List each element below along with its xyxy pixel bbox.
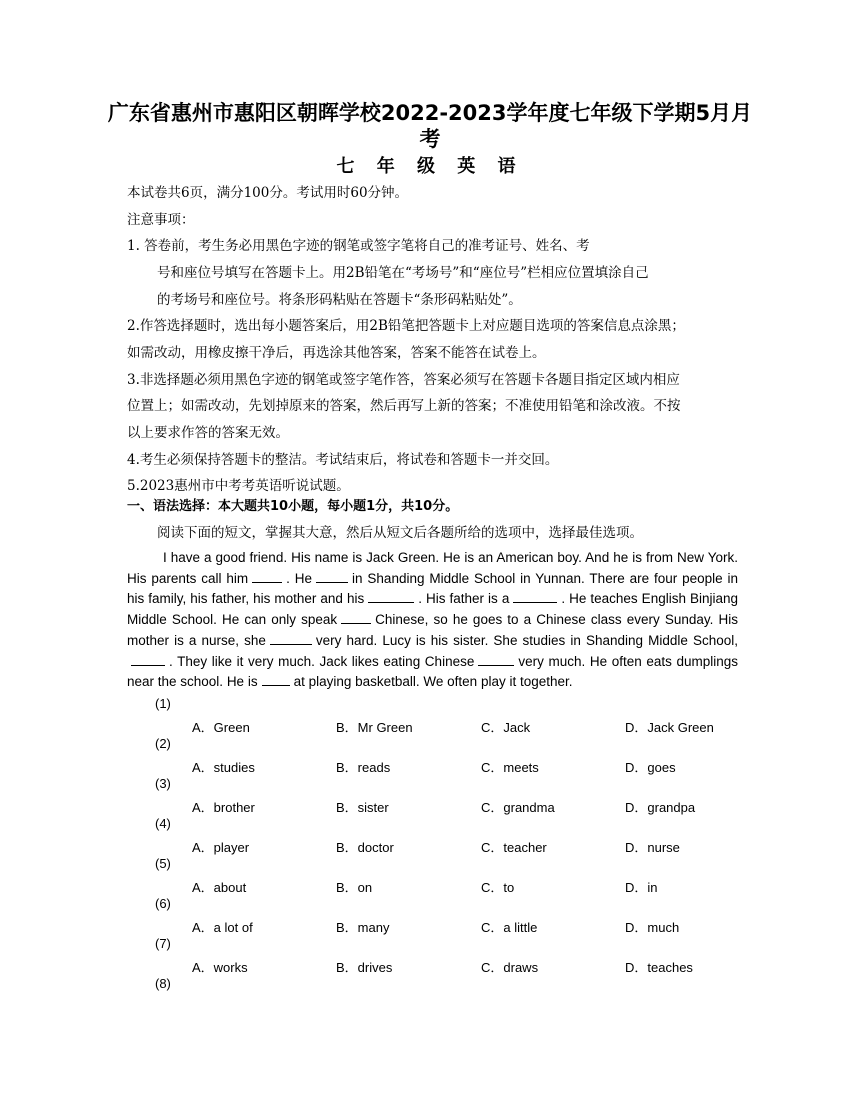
question-number: (5) <box>155 856 171 871</box>
option-d[interactable]: D．grandpa <box>625 800 696 815</box>
option-b[interactable]: B．on <box>336 880 373 895</box>
exam-subtitle: 七 年 级 英 语 <box>336 156 524 177</box>
option-c[interactable]: C．teacher <box>481 840 547 855</box>
option-b[interactable]: B．many <box>336 920 390 935</box>
passage-text: . His father is a <box>418 591 510 607</box>
answer-blank-5 <box>341 610 371 624</box>
option-b[interactable]: B．doctor <box>336 840 394 855</box>
answer-blank-9 <box>262 672 290 686</box>
passage-text: in Shanding Middle School in Yunnan. There are four people in his family, his father, his mother and his <box>127 570 738 607</box>
question-number: (2) <box>155 736 171 751</box>
passage-text: . He <box>286 570 313 586</box>
option-a[interactable]: A．player <box>192 840 250 855</box>
answer-blank-2 <box>316 569 348 583</box>
section-direction: 阅读下面的短文，掌握其大意，然后从短文后各题所给的选项中，选择最佳选项。 <box>157 525 643 541</box>
question-number: (6) <box>155 896 171 911</box>
option-a[interactable]: A．studies <box>192 760 255 775</box>
note-3-line-a: 3.非选择题必须用黑色字迹的钢笔或签字笔作答，答案必须写在答题卡各题目指定区域内相应 <box>127 372 680 388</box>
answer-blank-1 <box>252 569 282 583</box>
option-d[interactable]: D．Jack Green <box>625 720 714 735</box>
note-1-line-a: 1. 答卷前，考生务必用黑色字迹的钢笔或签字笔将自己的准考证号、姓名、考 <box>127 238 590 254</box>
option-d[interactable]: D．teaches <box>625 960 693 975</box>
question-number: (8) <box>155 976 171 991</box>
answer-blank-8 <box>478 652 514 666</box>
option-c[interactable]: C．draws <box>481 960 539 975</box>
option-a[interactable]: A．Green <box>192 720 250 735</box>
note-1-line-c: 的考场号和座位号。将条形码粘贴在答题卡“条形码粘贴处”。 <box>157 292 522 308</box>
exam-title-line1: 广东省惠州市惠阳区朝晖学校2022-2023学年度七年级下学期5月月 <box>107 101 753 125</box>
option-d[interactable]: D．nurse <box>625 840 680 855</box>
section-heading: 一、语法选择：本大题共10小题，每小题1分，共10分。 <box>127 499 459 514</box>
option-d[interactable]: D．goes <box>625 760 676 775</box>
option-b[interactable]: B．sister <box>336 800 389 815</box>
note-3-line-c: 以上要求作答的答案无效。 <box>127 425 289 441</box>
note-2-line-a: 2.作答选择题时，选出每小题答案后，用2B铅笔把答题卡上对应题目选项的答案信息点涂黑； <box>127 318 685 334</box>
passage-text: at playing basketball. We often play it together. <box>293 674 573 690</box>
reading-passage <box>127 548 738 693</box>
answer-blank-3 <box>368 589 414 603</box>
answer-blank-7 <box>131 652 165 666</box>
passage-text: very hard. Lucy is his sister. She studies in Shanding Middle School, <box>315 632 738 648</box>
option-c[interactable]: C．a little <box>481 920 538 935</box>
passage-text: . He teaches English Binjiang Middle School. He can only speak <box>127 591 739 628</box>
option-a[interactable]: A．about <box>192 880 247 895</box>
option-c[interactable]: C．grandma <box>481 800 555 815</box>
exam-title <box>100 100 760 152</box>
option-d[interactable]: D．in <box>625 880 658 895</box>
exam-title-line1-cont: 考 <box>419 127 441 151</box>
answer-blank-6 <box>270 631 312 645</box>
note-5: 5.2023惠州市中考考英语听说试题。 <box>127 478 350 494</box>
notes-heading: 注意事项： <box>127 212 195 228</box>
option-b[interactable]: B．drives <box>336 960 393 975</box>
exam-intro: 本试卷共6页，满分100分。考试用时60分钟。 <box>127 185 409 201</box>
question-number: (7) <box>155 936 171 951</box>
passage-text: I have a good friend. His name is Jack Green. He is an American boy. And he is from New York. His parents call him <box>127 550 738 586</box>
option-c[interactable]: C．to <box>481 880 515 895</box>
option-c[interactable]: C．meets <box>481 760 539 775</box>
option-b[interactable]: B．reads <box>336 760 391 775</box>
option-a[interactable]: A．a lot of <box>192 920 253 935</box>
option-b[interactable]: B．Mr Green <box>336 720 413 735</box>
option-a[interactable]: A．works <box>192 960 248 975</box>
option-d[interactable]: D．much <box>625 920 680 935</box>
answer-blank-4 <box>513 589 557 603</box>
passage-text: Chinese, so he goes to a Chinese class every Sunday. His mother is a nurse, she <box>127 612 738 648</box>
note-1-line-b: 号和座位号填写在答题卡上。用2B铅笔在“考场号”和“座位号”栏相应位置填涂自己 <box>157 265 649 281</box>
note-4: 4.考生必须保持答题卡的整洁。考试结束后，将试卷和答题卡一并交回。 <box>127 452 559 468</box>
question-number: (1) <box>155 696 171 711</box>
passage-text: very much. He often eats dumplings near the school. He is <box>127 653 738 690</box>
question-number: (4) <box>155 816 171 831</box>
passage-text: . They like it very much. Jack likes eating Chinese <box>169 653 475 669</box>
option-a[interactable]: A．brother <box>192 800 255 815</box>
option-c[interactable]: C．Jack <box>481 720 531 735</box>
note-3-line-b: 位置上；如需改动，先划掉原来的答案，然后再写上新的答案；不准使用铅笔和涂改液。不按 <box>127 398 681 414</box>
note-2-line-b: 如需改动，用橡皮擦干净后，再选涂其他答案，答案不能答在试卷上。 <box>127 345 546 361</box>
question-number: (3) <box>155 776 171 791</box>
